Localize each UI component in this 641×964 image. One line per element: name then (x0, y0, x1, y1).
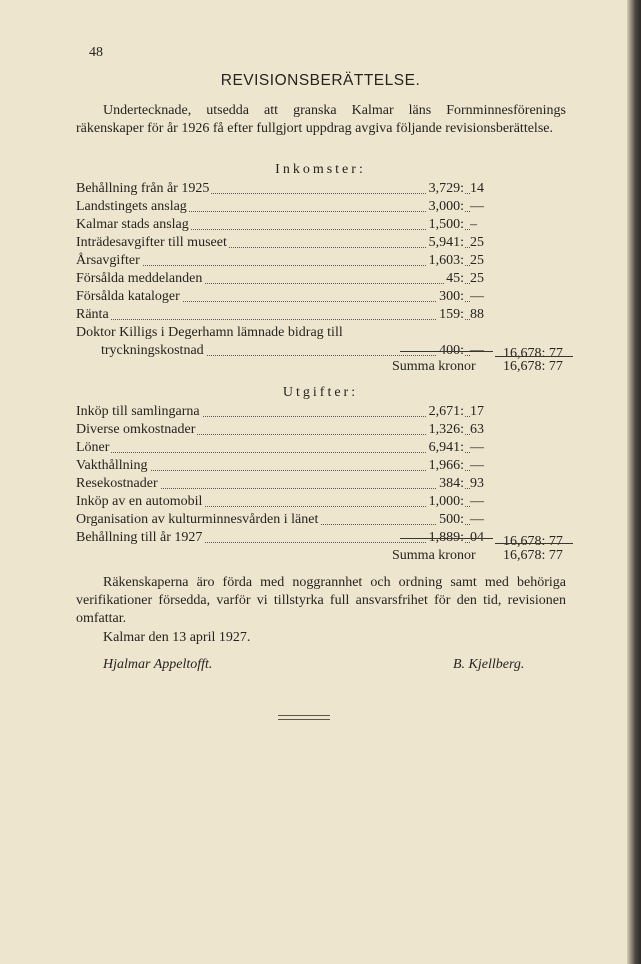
income-row (76, 198, 496, 216)
place-date: Kalmar den 13 april 1927. (103, 630, 251, 645)
income-row (76, 270, 496, 288)
income-row (76, 288, 496, 306)
expense-label: Diverse omkostnader (76, 422, 196, 437)
expense-amount: 1,000: (428, 494, 464, 509)
income-column-total: 16,678: 77 (503, 346, 563, 361)
signature-appeltofft: Hjalmar Appeltofft. (103, 657, 213, 672)
income-summa-value: 16,678: 77 (503, 359, 563, 374)
income-amount: 5,941: (428, 235, 464, 250)
expense-label: Löner (76, 440, 110, 455)
income-label: Behållning från år 1925 (76, 181, 210, 196)
income-amount: 3,729: (428, 181, 464, 196)
expense-amount: 500: (439, 512, 464, 527)
signature-kjellberg: B. Kjellberg. (453, 657, 525, 672)
expense-label: Inköp av en automobil (76, 494, 203, 509)
expense-amount: 384: (439, 476, 464, 491)
income-label: Ränta (76, 307, 109, 322)
expense-amount: 1,326: (428, 422, 464, 437)
income-cents: 14 (470, 180, 496, 198)
expense-cents: 63 (470, 421, 496, 439)
expenses-column-total: 16,678: 77 (503, 534, 563, 549)
income-heading: Inkomster: (275, 162, 366, 177)
income-cents: – (470, 216, 496, 234)
ornament-rule-bottom (278, 719, 330, 720)
income-amount: 1,603: (428, 253, 464, 268)
expenses-summa-value: 16,678: 77 (503, 548, 563, 563)
expense-row (76, 511, 496, 529)
expense-label: Behållning till år 1927 (76, 530, 203, 545)
income-amount: 45: (446, 271, 464, 286)
ornament-rule-top (278, 715, 330, 716)
expense-cents: — (470, 457, 496, 475)
income-row (76, 180, 496, 198)
expense-row (76, 439, 496, 457)
page-number: 48 (89, 45, 103, 60)
expenses-heading: Utgifter: (282, 385, 359, 400)
expense-cents: — (470, 439, 496, 457)
expense-cents: — (470, 493, 496, 511)
closing-paragraph: Räkenskaperna äro förda med noggrannhet och ordning samt med behöriga verifikationer försedda, varför vi tillstyrka full ansvarsfrihet för den tid, revisionen omfattar. (76, 575, 566, 626)
income-summa-label: Summa kronor (392, 359, 476, 374)
income-cents: — (470, 288, 496, 306)
income-cents: 25 (470, 270, 496, 288)
income-row (76, 324, 496, 342)
income-amount: 1,500: (428, 217, 464, 232)
income-label: Inträdesavgifter till museet (76, 235, 227, 250)
income-row (76, 252, 496, 270)
income-amount: 400: (439, 343, 464, 358)
income-label: Landstingets anslag (76, 199, 187, 214)
expense-row (76, 493, 496, 511)
income-cents: — (470, 342, 496, 360)
intro-paragraph: Undertecknade, utsedda att granska Kalmar läns Fornminnesförenings räkenskaper för år 1926 få efter fullgjort uppdrag avgiva följande revisionsberättelse. (76, 103, 566, 136)
income-total-rule (495, 356, 573, 357)
page-edge-shadow (627, 0, 641, 964)
income-label: tryckningskostnad (101, 343, 204, 358)
income-label: Försålda kataloger (76, 289, 180, 304)
income-sum-rule (400, 351, 493, 352)
expenses-total-rule (495, 543, 573, 544)
expense-cents: 93 (470, 475, 496, 493)
income-cents: 25 (470, 234, 496, 252)
expenses-summa-label: Summa kronor (392, 548, 476, 563)
expense-amount: 6,941: (428, 440, 464, 455)
expense-row (76, 421, 496, 439)
income-cents: — (470, 198, 496, 216)
expense-row (76, 403, 496, 421)
income-amount: 300: (439, 289, 464, 304)
expense-label: Vakthållning (76, 458, 148, 473)
page-title: REVISIONSBERÄTTELSE. (220, 72, 421, 89)
income-amount: 159: (439, 307, 464, 322)
income-cents: 88 (470, 306, 496, 324)
expense-row (76, 475, 496, 493)
expense-label: Inköp till samlingarna (76, 404, 200, 419)
expense-row (76, 457, 496, 475)
expense-amount: 1,889: (428, 530, 464, 545)
income-row (76, 306, 496, 324)
income-label: Försålda meddelanden (76, 271, 203, 286)
expense-amount: 2,671: (428, 404, 464, 419)
expense-label: Organisation av kulturminnesvården i länet (76, 512, 319, 527)
income-label: Årsavgifter (76, 253, 140, 268)
income-row (76, 216, 496, 234)
income-cents: 25 (470, 252, 496, 270)
income-amount: 3,000: (428, 199, 464, 214)
expense-cents: — (470, 511, 496, 529)
income-label: Kalmar stads anslag (76, 217, 189, 232)
expense-cents: 04 (470, 529, 496, 547)
expenses-sum-rule (400, 538, 493, 539)
expense-label: Resekostnader (76, 476, 158, 491)
income-row (76, 234, 496, 252)
expense-amount: 1,966: (428, 458, 464, 473)
expense-cents: 17 (470, 403, 496, 421)
income-label: Doktor Killigs i Degerhamn lämnade bidrag till (76, 325, 343, 340)
